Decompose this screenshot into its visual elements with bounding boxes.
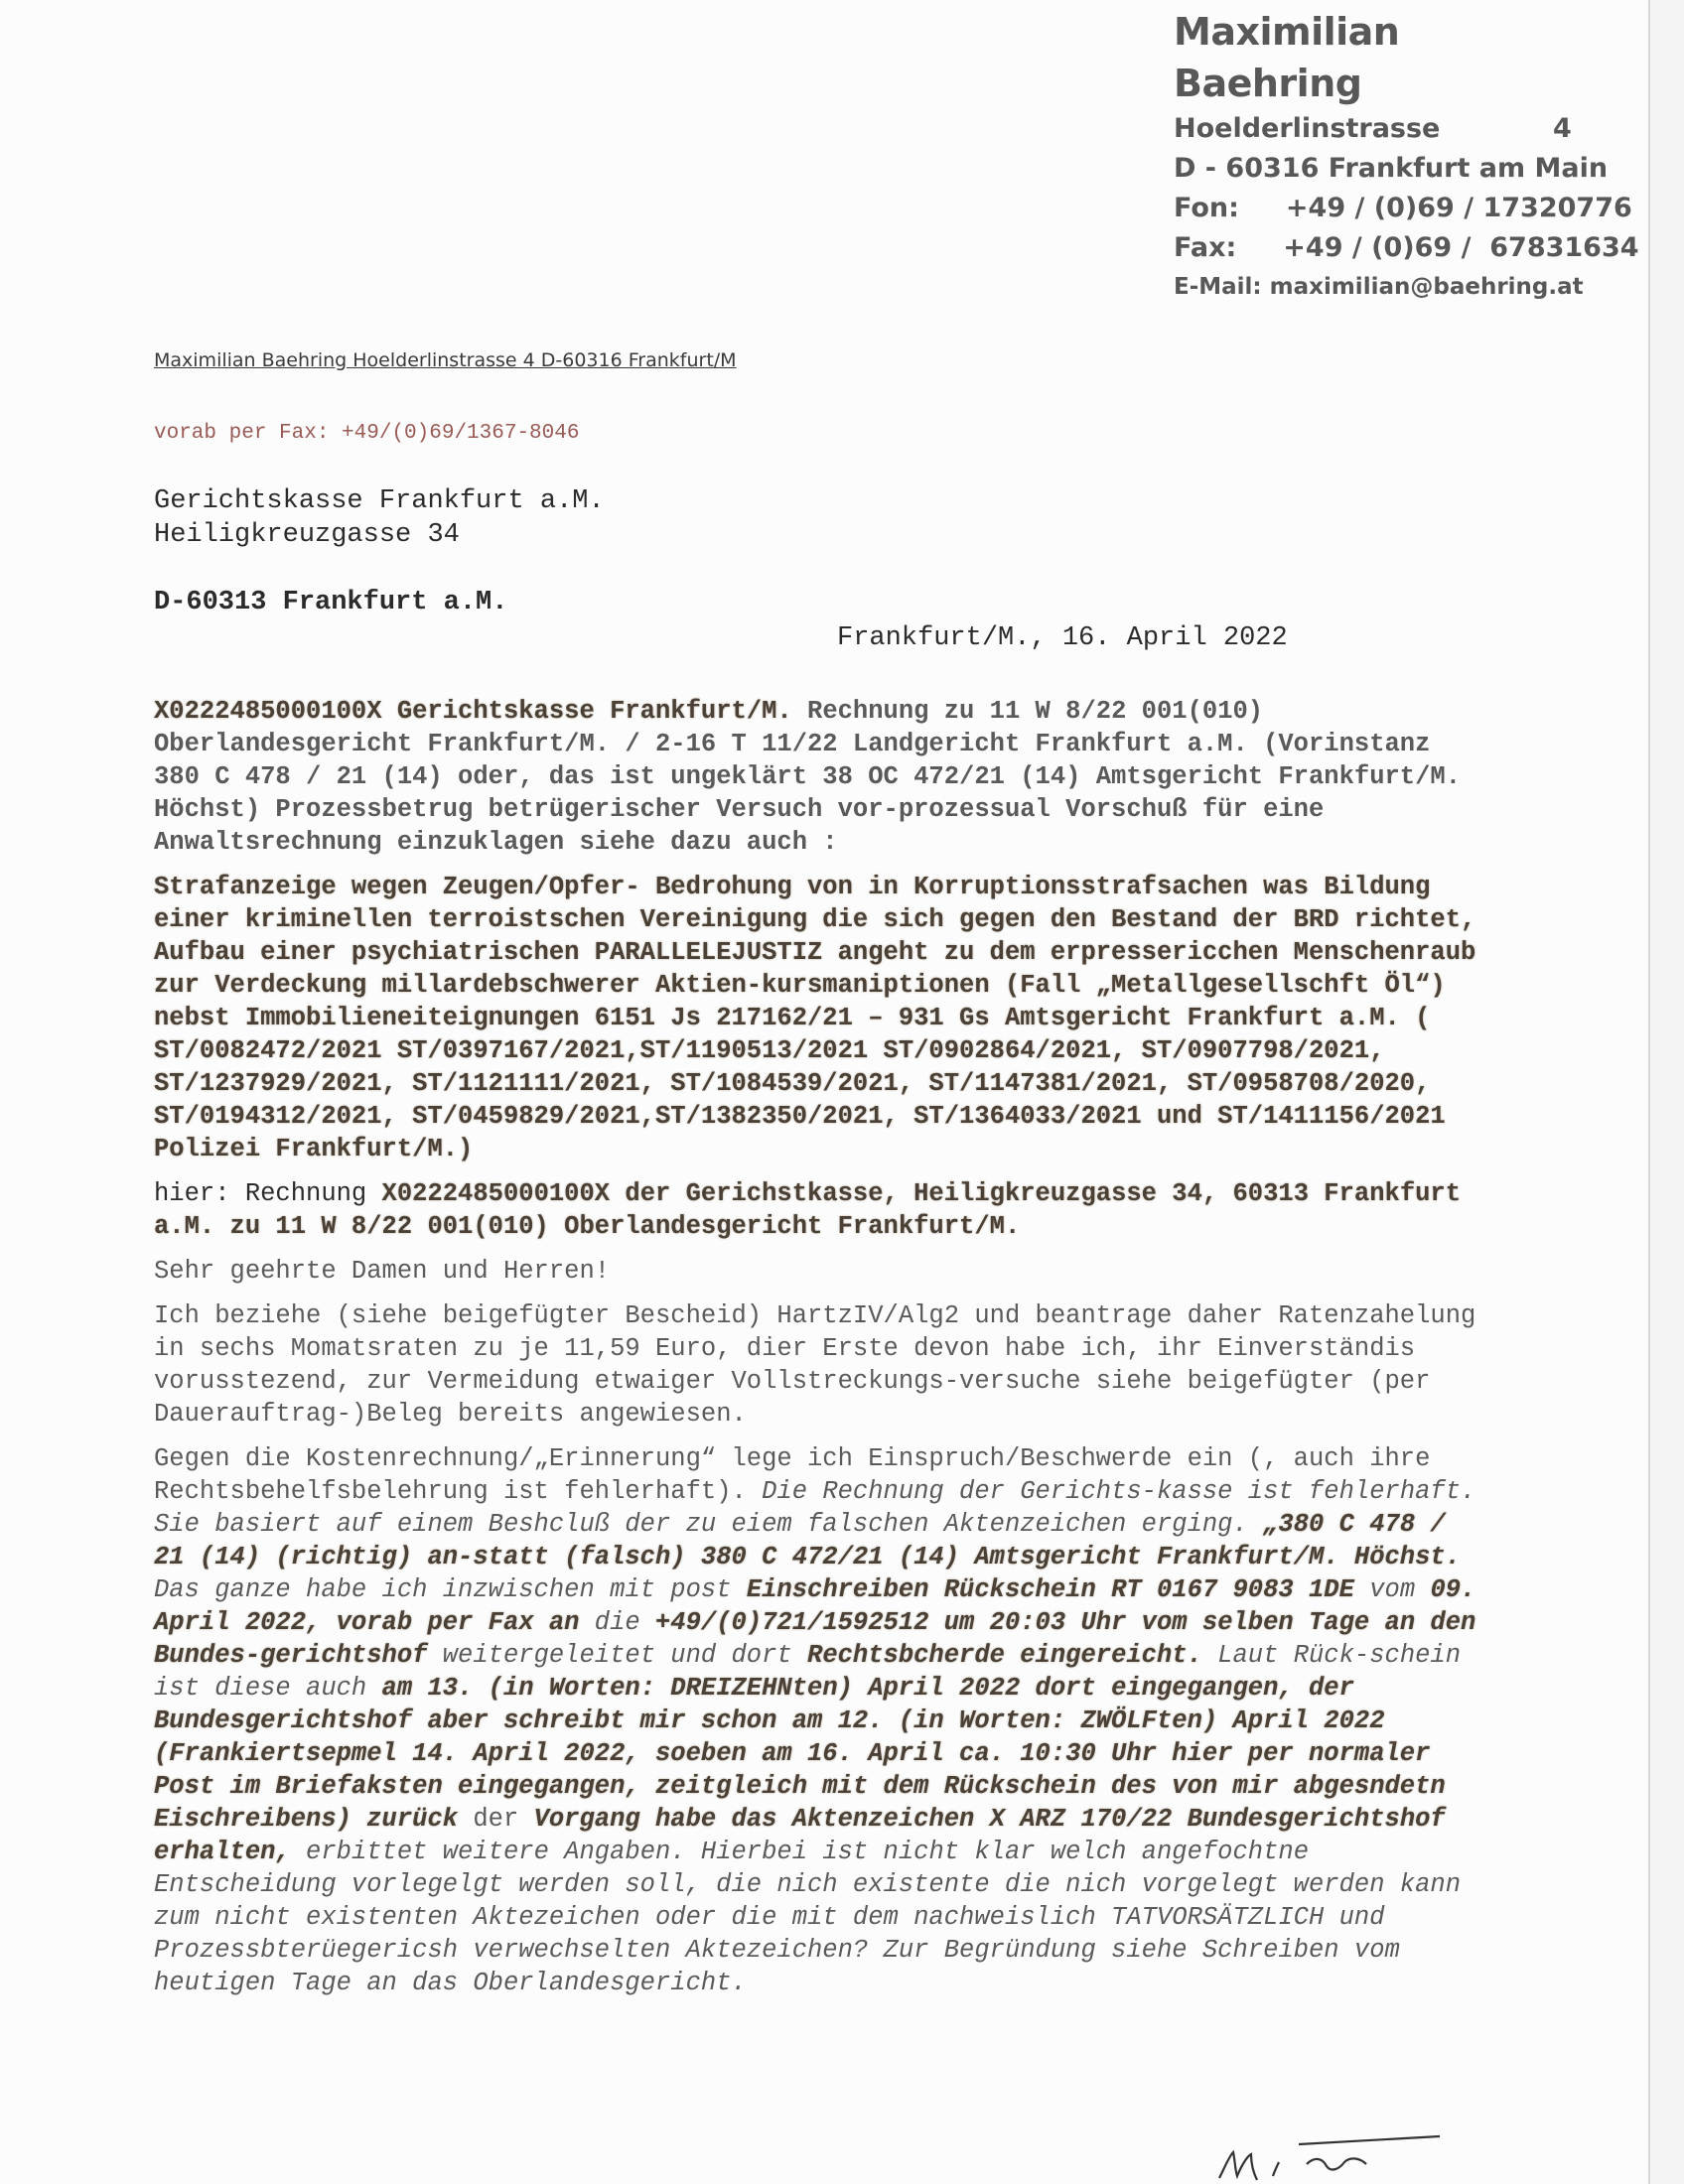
objection-text-1: Gegen die Kostenrechnung/„Erinnerung“ lege ich Einspruch/Beschwerde ein (, auch ihre Rechtsbehelfsbelehrung ist fehlerhaft). (154, 1444, 1431, 1506)
objection-italic-6: Laut Rück-schein ist diese auch (154, 1641, 1462, 1703)
objection-paragraph (154, 1442, 1489, 1999)
objection-bold-1: „380 C 478 / 21 (14) (richtig) an-statt (falsch) 380 C 472/21 (14) Amtsgericht Frankfurt/M. Höchst. (154, 1510, 1462, 1571)
subject-paragraph (154, 695, 1489, 859)
hier-prefix: hier: Rechnung (154, 1179, 382, 1208)
objection-italic-4: die (579, 1608, 655, 1637)
letter-date: Frankfurt/M., 16. April 2022 (837, 623, 1288, 653)
letterhead-street (1174, 109, 1591, 149)
objection-bold-2: Einschreiben Rückschein RT 0167 9083 1DE (746, 1575, 1354, 1604)
subject-text: Rechnung zu 11 W 8/22 001(010) Oberlandesgericht Frankfurt/M. / 2-16 T 11/22 Landgericht Frankfurt a.M. (Vorinstanz 380 C 478 / 21 (14) oder, das ist ungeklärt 38 OC 472/21 (14) Amtsgericht Frankfurt/M. Höchst) Prozessbetrug betrügerischer Versuch vor-prozessual Vorschuß für eine Anwaltsrechnung einzuklagen siehe dazu auch : (154, 697, 1462, 857)
letterhead-name: Maximilian Baehring (1174, 10, 1400, 105)
hier-paragraph (154, 1177, 1489, 1243)
recipient-line2: Heiligkreuzgasse 34 (154, 520, 460, 550)
fax-note: vorab per Fax: +49/(0)69/1367-8046 (154, 422, 580, 445)
installment-paragraph: Ich beziehe (siehe beigefügter Bescheid) HartzIV/Alg2 und beantrage daher Ratenzahelung in sechs Momatsraten zu je 11,59 Euro, dier Erste devon habe ich, ihr Einverständis vorusstezend, zur Vermeidung etwaiger Vollstreckungs-versuche siehe beigefügter (per Dauerauftrag-)Beleg bereits angewiesen. (154, 1301, 1476, 1429)
objection-italic-2: Das ganze habe ich inzwischen mit post (154, 1575, 747, 1604)
letterhead-phone: Fon: +49 / (0)69 / 17320776 (1174, 193, 1632, 223)
strafanzeige-paragraph: Strafanzeige wegen Zeugen/Opfer- Bedrohung von in Korruptionsstrafsachen was Bildung einer kriminellen terroistschen Vereinigung die sich gegen den Bestand der BRD richtet, Aufbau einer psychiatrischen PARALLELEJUSTIZ angeht zu dem erpressericchen Menschenraub zur Verdeckung millardebschwerer Aktien-kursmaniptionen (Fall „Metallgesellschft Öl“) nebst Immobilieneiteignungen 6151 Js 217162/21 – 931 Gs Amtsgericht Frankfurt a.M. ( ST/0082472/2021 ST/0397167/2021,ST/1190513/2021 ST/0902864/2021, ST/0907798/2021, ST/1237929/2021, ST/1121111/2021, ST/1084539/2021, ST/1147381/2021, ST/0958708/2020, ST/0194312/2021, ST/0459829/2021,ST/1382350/2021, ST/1364033/2021 und ST/1411156/2021 Polizei Frankfurt/M.) (154, 873, 1476, 1163)
objection-text-2: der (458, 1805, 534, 1834)
sender-return-line: Maximilian Baehring Hoelderlinstrasse 4 D-60316 Frankfurt/M (154, 349, 737, 371)
objection-italic-1: Die Rechnung der Gerichts-kasse ist fehlerhaft. Sie basiert auf einem Beshcluß der zu eiem falschen Aktenzeichen erging. (154, 1477, 1476, 1539)
recipient-address (154, 484, 605, 552)
letterhead-email: E-Mail: maximilian@baehring.at (1174, 274, 1584, 300)
recipient-city: D-60313 Frankfurt a.M. (154, 588, 508, 617)
handwritten-signature (1211, 2126, 1450, 2184)
objection-bold-4: +49/(0)721/1592512 um 20:03 Uhr vom selben Tage an den Bundes-gerichtshof (154, 1608, 1476, 1670)
subject-reference: X0222485000100X Gerichtskasse Frankfurt/M. (154, 697, 792, 726)
letter-body (154, 695, 1489, 2011)
objection-italic-7: erbittet weitere Angaben. Hierbei ist nicht klar welch angefochtne Entscheidung vorlegelgt werden soll, die nich existente die nich vorgelegt werden kann zum nicht existenten Aktezeichen oder die mit dem nachweislich TATVORSÄTZLICH und Prozessbterüegericsh verwechselten Aktezeichen? Zur Begründung siehe Schreiben vom heutigen Tage an das Oberlandesgericht. (154, 1838, 1462, 1997)
letterhead-city: D - 60316 Frankfurt am Main (1174, 153, 1609, 184)
letterhead-house-no: 4 (1553, 113, 1572, 144)
hier-reference: X0222485000100X der Gerichstkasse, Heiligkreuzgasse 34, 60313 Frankfurt a.M. zu 11 W 8/22 001(010) Oberlandesgericht Frankfurt/M. (154, 1179, 1462, 1241)
letterhead (1174, 6, 1639, 306)
objection-bold-5: Rechtsbcherde eingereicht. (807, 1641, 1202, 1670)
recipient-line1: Gerichtskasse Frankfurt a.M. (154, 486, 605, 516)
objection-italic-5: weitergeleitet und dort (427, 1641, 808, 1670)
objection-bold-7: Vorgang habe das Aktenzeichen X ARZ 170/22 Bundesgerichtshof erhalten, (154, 1805, 1446, 1866)
salutation: Sehr geehrte Damen und Herren! (154, 1257, 611, 1286)
objection-bold-6: am 13. (in Worten: DREIZEHNten) April 2022 dort eingegangen, der Bundesgerichtshof aber schreibt mir schon am 12. (in Worten: ZWÖLFten) April 2022 (Frankiertsepmel 14. April 2022, soeben am 16. April ca. 10:30 Uhr hier per normaler Post im Briefaksten eingegangen, zeitgleich mit dem Rückschein des von mir abgesndetn Eischreibens) zurück (154, 1674, 1446, 1834)
letterhead-street-name: Hoelderlinstrasse (1174, 113, 1441, 144)
letterhead-fax: Fax: +49 / (0)69 / 67831634 (1174, 232, 1639, 263)
objection-italic-3: vom (1353, 1575, 1431, 1604)
objection-bold-3: 09. April 2022, vorab per Fax an (154, 1575, 1476, 1637)
